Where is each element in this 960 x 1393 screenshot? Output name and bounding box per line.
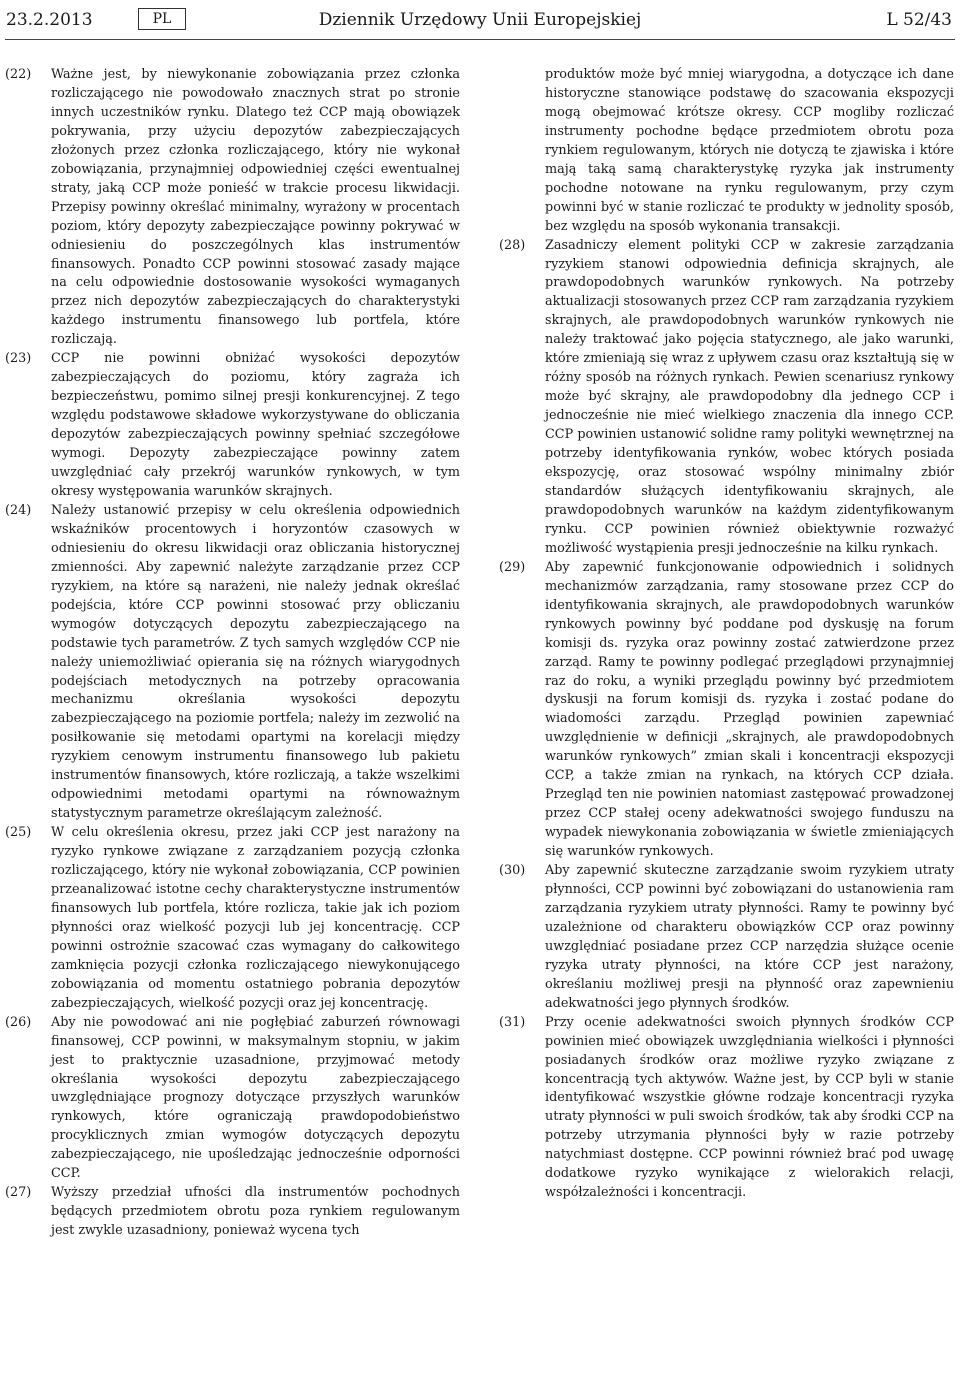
- recital: [499, 237, 954, 559]
- recital-text: Aby zapewnić funkcjonowanie odpowiednich i solidnych mechanizmów zarządzania, ramy stosowane przez CCP do identyfikowania skrajnych, ale prawdopodobnych warunków rynkowych powinny być poddane pod dyskusję na forum komisji ds. ryzyka oraz powinny zostać zatwierdzone przez zarząd. Ramy te powinny podlegać przeglądowi przynajmniej raz do roku, a wyniki przeglądu powinny być przedmiotem dyskusji na forum komisji ds. ryzyka i zostać podane do wiadomości zarządu. Przegląd powinien zapewniać uwzględnienie w definicji „skrajnych, ale prawdopodobnych warunków rynkowych” zmian skali i koncentracji ekspozycji CCP, a także zmian na rynkach, na których CCP działa. Przegląd ten nie powinien natomiast zastępować prowadzonej przez CCP stałej oceny adekwatności swojego funduszu na wypadek niewykonania zobowiązania w świetle zmieniających się warunków rynkowych.: [545, 559, 954, 860]
- recital-number: (23): [5, 351, 32, 367]
- recital-continuation: produktów może być mniej wiarygodna, a dotyczące ich dane historyczne stanowiące podstawę do szacowania ekspozycji mogą obejmować krótsze okresy. CCP mogliby rozliczać instrumenty pochodne będące przedmiotem obrotu poza rynkiem regulowanym, których nie dotyczą te zjawiska i które mają taką samą charakterystykę ryzyka jak instrumenty pochodne notowane na rynku regulowanym, przy czym powinni być w stanie rozliczać te produkty w jednolity sposób, bez względu na sposób wykonania transakcji.: [545, 67, 954, 234]
- recital-text: Aby nie powodować ani nie pogłębiać zaburzeń równowagi finansowej, CCP powinni, w maksymalnym stopniu, w jakim jest to praktycznie uzasadnione, przyjmować metody określania wysokości depozytu zabezpieczającego uwzględniające prognozy dotyczące przyszłych warunków rynkowych, które ograniczają prawdopodobieństwo procyklicznych zmian wymogów dotyczących depozytu zabezpieczającego, nie upośledzając jednocześnie odporności CCP.: [51, 1014, 460, 1182]
- recital: [5, 824, 460, 1014]
- recital: [499, 559, 954, 862]
- recital-number: (28): [499, 237, 526, 253]
- recital-text: Wyższy przedział ufności dla instrumentów pochodnych będących przedmiotem obrotu poza rynkiem regulowanym jest zwykle uzasadniony, ponieważ wycena tych: [51, 1185, 460, 1239]
- recital-text: Ważne jest, by niewykonanie zobowiązania przez członka rozliczającego nie powodowało znacznych strat po stronie innych uczestników rynku. Dlatego też CCP mają obowiązek pokrywania, przy użyciu depozytów zabezpieczających złożonych przez członka rozliczającego, który nie wykonał zobowiązania, przynajmniej odpowiedniej części ewentualnej straty, jaką CCP może ponieść w trakcie procesu likwidacji. Przepisy powinny określać minimalny, wyrażony w procentach poziom, który depozyty zabezpieczające powinny pokrywać w odniesieniu do poszczególnych klas instrumentów finansowych. Ponadto CCP powinni stosować zasady mające na celu odpowiednie dostosowanie wysokości wymaganych przez nich depozytów zabezpieczających do charakterystyki każdego instrumentu finansowego lub portfela, które rozliczają.: [51, 67, 460, 348]
- recital: [499, 1014, 954, 1204]
- recital-number: (31): [499, 1014, 526, 1030]
- recital: [5, 1014, 460, 1185]
- recital: [5, 350, 460, 502]
- page-reference: L 52/43: [886, 10, 952, 30]
- journal-title: Dziennik Urzędowy Unii Europejskiej: [318, 10, 642, 30]
- recital-number: (27): [5, 1185, 32, 1201]
- recital-text: W celu określenia okresu, przez jaki CCP jest narażony na ryzyko rynkowe związane z zarządzaniem pozycją członka rozliczającego, który nie wykonał zobowiązania, CCP powinien przeanalizować istotne cechy charakterystyczne instrumentów finansowych lub portfela, które rozlicza, takie jak ich poziom płynności oraz wielkość pozycji lub jej koncentrację. CCP powinni ostrożnie szacować czas wymagany do całkowitego zamknięcia pozycji członka rozliczającego niewykonującego zobowiązania od momentu ostatniego pobrania depozytów zabezpieczających, wielkość pozycji oraz jej koncentrację.: [51, 825, 460, 1011]
- left-column: [5, 66, 460, 1241]
- recital: [5, 1184, 460, 1241]
- recital: [5, 502, 460, 824]
- recital-number: (30): [499, 863, 526, 879]
- recital-number: (26): [5, 1014, 32, 1030]
- header-divider: [5, 39, 955, 40]
- recital-number: (25): [5, 825, 32, 841]
- recital-text: Zasadniczy element polityki CCP w zakresie zarządzania ryzykiem stanowi odpowiednia definicja skrajnych, ale prawdopodobnych warunków rynkowych. Na potrzeby aktualizacji stosowanych przez CCP ram zarządzania ryzykiem skrajnych, ale prawdopodobnych warunków rynkowych nie należy traktować jako pojęcia statycznego, ale jako warunki, które zmieniają się wraz z upływem czasu oraz kształtują się w różny sposób na różnych rynkach. Pewien scenariusz rynkowy może być skrajny, ale prawdopodobny dla jednego CCP i jednocześnie nie mieć wielkiego znaczenia dla innego CCP. CCP powinien ustanowić solidne ramy polityki wewnętrznej na potrzeby identyfikowania rynków, wobec których posiada ekspozycję, oraz stosować wspólny minimalny zbiór standardów służących identyfikowaniu skrajnych, ale prawdopodobnych warunków na każdym zidentyfikowanym rynku. CCP powinien również obiektywnie rozważyć możliwość wystąpienia presji jednocześnie na kilku rynkach.: [545, 237, 954, 556]
- recital: [5, 66, 460, 350]
- recital-number: (24): [5, 502, 32, 518]
- recital-text: Aby zapewnić skuteczne zarządzanie swoim ryzykiem utraty płynności, CCP powinni być zobowiązani do ustanowienia ram zarządzania ryzykiem utraty płynności. Ramy te powinny być uzależnione od charakteru obowiązków CCP oraz powinny uwzględniać posiadane przez CCP narzędzia służące ocenie ryzyka utraty płynności, na które CCP jest narażony, określaniu możliwej presji na płynność oraz zapewnieniu adekwatności jego płynnych środków.: [545, 863, 954, 1011]
- recital-text: Przy ocenie adekwatności swoich płynnych środków CCP powinien mieć obowiązek uwzględniania wielkości i płynności posiadanych środków oraz możliwe ryzyko związane z koncentracją tych aktywów. Ważne jest, by CCP byli w stanie identyfikować wszystkie główne rodzaje koncentracji ryzyka utraty płynności w puli swoich środków, tak aby środki CCP na potrzeby utrzymania płynności były w razie potrzeby natychmiast dostępne. CCP powinni również brać pod uwagę dodatkowe ryzyko wynikające z wielorakich relacji, współzależności i koncentracji.: [545, 1014, 954, 1201]
- page-header: [0, 0, 960, 40]
- recital-number: (22): [5, 67, 32, 82]
- header-date: 23.2.2013: [6, 10, 93, 30]
- language-badge: PL: [138, 8, 186, 30]
- right-column: [499, 66, 954, 1203]
- recital-number: (29): [499, 559, 526, 575]
- recital-text: CCP nie powinni obniżać wysokości depozytów zabezpieczających do poziomu, który zagraża ich bezpieczeństwu, pomimo silnej presji konkurencyjnej. Z tego względu podstawowe składowe wykorzystywane do obliczania depozytów zabezpieczających powinny spełniać szczegółowe wymogi. Depozyty zabezpieczające powinny zatem uwzględniać cały przekrój warunków rynkowych, w tym okresy występowania warunków skrajnych.: [51, 351, 460, 499]
- recital: [499, 862, 954, 1014]
- recital-text: Należy ustanowić przepisy w celu określenia odpowiednich wskaźników procentowych i horyzontów czasowych w odniesieniu do okresu likwidacji oraz obliczania historycznej zmienności. Aby zapewnić należyte zarządzanie przez CCP ryzykiem, na które są narażeni, nie należy jednak określać podejścia, które CCP powinni stosować przy obliczaniu wymogów dotyczących depozytu zabezpieczającego na podstawie tych parametrów. Z tych samych względów CCP nie należy uniemożliwiać opierania się na różnych wiarygodnych podejściach metodycznych na potrzeby opracowania mechanizmu określania wysokości depozytu zabezpieczającego na poziomie portfela; należy im zezwolić na posiłkowanie się metodami opartymi na korelacji między ryzykiem cenowym instrumentu finansowego lub pakietu instrumentów finansowych, które rozliczają, a także wszelkimi odpowiednimi metodami opartymi na równoważnym statystycznym parametrze określającym zależność.: [51, 502, 460, 822]
